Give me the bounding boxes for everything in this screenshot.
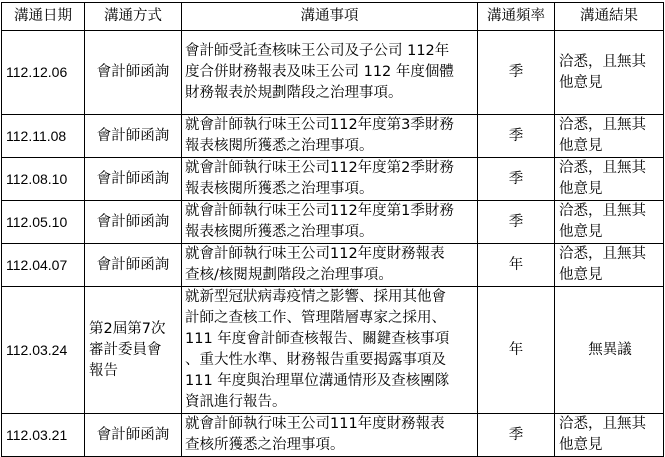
method-line: 第2屆第7次 (89, 320, 166, 337)
cell-frequency: 年 (478, 287, 555, 414)
cell-result (555, 115, 664, 158)
cell-method (85, 244, 182, 287)
cell-date: 112.08.10 (2, 158, 85, 201)
matter-line: 報表核閱所獲悉之治理事項。 (185, 181, 374, 197)
method-line: 會計師函詢 (96, 213, 170, 230)
cell-matter (182, 287, 478, 414)
cell-date: 112.05.10 (2, 201, 85, 244)
cell-matter (182, 158, 478, 201)
header-date: 溝通日期 (2, 3, 85, 31)
matter-line: 財務報表於規劃階段之治理事項。 (185, 85, 403, 101)
cell-method (85, 414, 182, 457)
result-line: 洽悉，且無其 (559, 53, 646, 70)
cell-date: 112.12.06 (2, 31, 85, 115)
cell-frequency: 季 (478, 414, 555, 457)
matter-line: 會計師受託查核味王公司及子公司 112年 (185, 43, 450, 59)
matter-line: 就新型冠狀病毒疫情之影響、採用其他會 (185, 289, 446, 305)
table-body (2, 31, 664, 457)
communication-table (1, 2, 664, 457)
cell-matter (182, 244, 478, 287)
matter-line: 就會計師執行味王公司112年度第2季財務 (185, 160, 454, 176)
matter-line: 111 年度會計師查核報告、關鍵查核事項 (185, 331, 450, 347)
result-line: 他意見 (559, 224, 603, 240)
table-row (2, 201, 664, 244)
cell-method (85, 158, 182, 201)
table-row (2, 244, 664, 287)
result-line: 洽悉，且無其 (559, 416, 646, 432)
header-row (2, 3, 664, 31)
cell-frequency: 季 (478, 158, 555, 201)
matter-line: 度合併財務報表及味王公司 112 年度個體 (185, 64, 454, 80)
cell-date: 112.03.24 (2, 287, 85, 414)
cell-date: 112.04.07 (2, 244, 85, 287)
matter-line: 報表核閱所獲悉之治理事項。 (185, 224, 374, 240)
matter-line: 計師之查核工作、管理階層專家之採用、 (185, 310, 446, 326)
matter-line: 報表核閱所獲悉之治理事項。 (185, 138, 374, 154)
matter-line: 111 年度與治理單位溝通情形及查核團隊 (185, 373, 450, 389)
result-line: 他意見 (559, 267, 603, 283)
matter-line: 就會計師執行味王公司112年度第3季財務 (185, 117, 454, 133)
result-line: 洽悉，且無其 (559, 203, 646, 219)
cell-result (555, 31, 664, 115)
cell-method (85, 115, 182, 158)
cell-date: 112.03.21 (2, 414, 85, 457)
matter-line: 、重大性水準、財務報告重要揭露事項及 (185, 352, 446, 368)
result-line: 他意見 (559, 181, 603, 197)
table-row (2, 287, 664, 414)
cell-matter (182, 201, 478, 244)
header-frequency: 溝通頻率 (478, 3, 555, 31)
method-line: 審計委員會 (89, 341, 162, 358)
method-line: 會計師函詢 (96, 170, 170, 187)
result-line: 洽悉，且無其 (559, 160, 646, 176)
cell-matter (182, 31, 478, 115)
result-line: 他意見 (559, 138, 603, 154)
matter-line: 就會計師執行味王公司112年度第1季財務 (185, 203, 454, 219)
result-line: 無異議 (588, 341, 632, 358)
cell-result (555, 244, 664, 287)
cell-result (555, 287, 664, 414)
cell-method (85, 31, 182, 115)
matter-line: 查核/核閱規劃階段之治理事項。 (185, 267, 393, 283)
cell-frequency: 年 (478, 244, 555, 287)
method-line: 會計師函詢 (96, 64, 170, 80)
cell-result (555, 158, 664, 201)
cell-frequency: 季 (478, 201, 555, 244)
cell-matter (182, 115, 478, 158)
table-row (2, 115, 664, 158)
method-line: 會計師函詢 (96, 426, 170, 443)
table-row (2, 31, 664, 115)
cell-matter (182, 414, 478, 457)
cell-frequency: 季 (478, 115, 555, 158)
cell-method (85, 201, 182, 244)
result-line: 洽悉，且無其 (559, 246, 646, 262)
matter-line: 就會計師執行味王公司111年度財務報表 (185, 416, 445, 432)
table-row (2, 414, 664, 457)
cell-result (555, 201, 664, 244)
header-matter: 溝通事項 (182, 3, 478, 31)
cell-result (555, 414, 664, 457)
matter-line: 資訊進行報告。 (185, 394, 287, 410)
matter-line: 查核所獲悉之治理事項。 (185, 437, 345, 453)
result-line: 他意見 (559, 437, 603, 453)
matter-line: 就會計師執行味王公司112年度財務報表 (185, 246, 445, 262)
cell-frequency: 季 (478, 31, 555, 115)
header-method: 溝通方式 (85, 3, 182, 31)
method-line: 會計師函詢 (96, 127, 170, 144)
table-row (2, 158, 664, 201)
cell-date: 112.11.08 (2, 115, 85, 158)
result-line: 他意見 (559, 74, 603, 91)
header-result: 溝通結果 (555, 3, 664, 31)
method-line: 會計師函詢 (96, 256, 170, 273)
cell-method (85, 287, 182, 414)
result-line: 洽悉，且無其 (559, 117, 646, 133)
method-line: 報告 (89, 362, 118, 379)
